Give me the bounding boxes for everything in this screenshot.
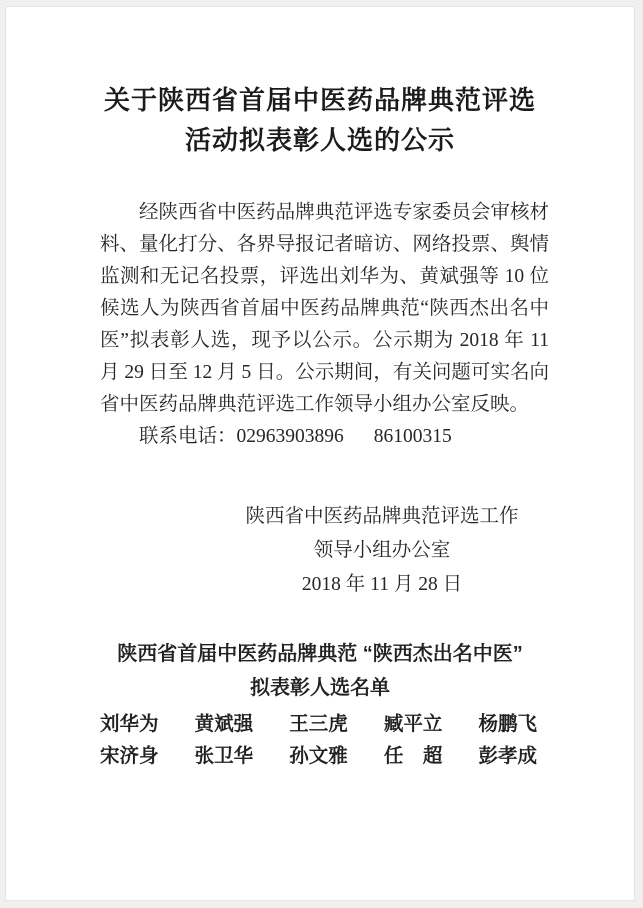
names-list [6, 708, 634, 772]
names-row-1 [100, 708, 537, 740]
name-item: 刘华为 [100, 713, 159, 735]
name-item: 臧平立 [383, 713, 443, 735]
contact-label: 联系电话： [139, 426, 237, 447]
name-item: 彭孝成 [478, 745, 537, 767]
document-page [5, 6, 635, 901]
name-item: 黄斌强 [194, 713, 254, 735]
signature-block [240, 500, 524, 602]
signature-date: 2018 年 11 月 28 日 [301, 574, 463, 595]
name-item: 杨鹏飞 [478, 713, 537, 735]
list-section-heading [6, 637, 634, 705]
contact-phone-2: 86100315 [373, 426, 452, 447]
contact-phone-1: 02963903896 [236, 426, 344, 447]
name-item: 王三虎 [289, 713, 348, 735]
document-title [6, 81, 634, 161]
name-item: 宋济身 [100, 745, 159, 767]
name-item: 孙文雅 [289, 745, 348, 767]
name-item: 任 超 [383, 745, 443, 767]
list-heading-line-2: 拟表彰人选名单 [250, 677, 390, 699]
names-row-2 [100, 740, 537, 772]
title-line-1: 关于陕西省首届中医药品牌典范评选 [103, 86, 536, 115]
signature-org-line-2: 领导小组办公室 [313, 540, 451, 561]
signature-org-line-1: 陕西省中医药品牌典范评选工作 [245, 506, 519, 527]
list-heading-line-1: 陕西省首届中医药品牌典范 “陕西杰出名中医” [117, 643, 523, 665]
announcement-paragraph: 经陕西省中医药品牌典范评选专家委员会审核材料、量化打分、各界导报记者暗访、网络投票、舆情监测和无记名投票，评选出刘华为、黄斌强等 10 位候选人为陕西省首届中医药品牌典范“陕西杰出名中医”拟表彰人选，现予以公示。公示期为 2018 年 11 月 29 日至 12 月 5 日。公示期间，有关问题可实名向省中医药品牌典范评选工作领导小组办公室反映。 [100, 202, 549, 415]
title-line-2: 活动拟表彰人选的公示 [184, 126, 455, 155]
name-item: 张卫华 [194, 745, 254, 767]
contact-line [100, 421, 549, 453]
